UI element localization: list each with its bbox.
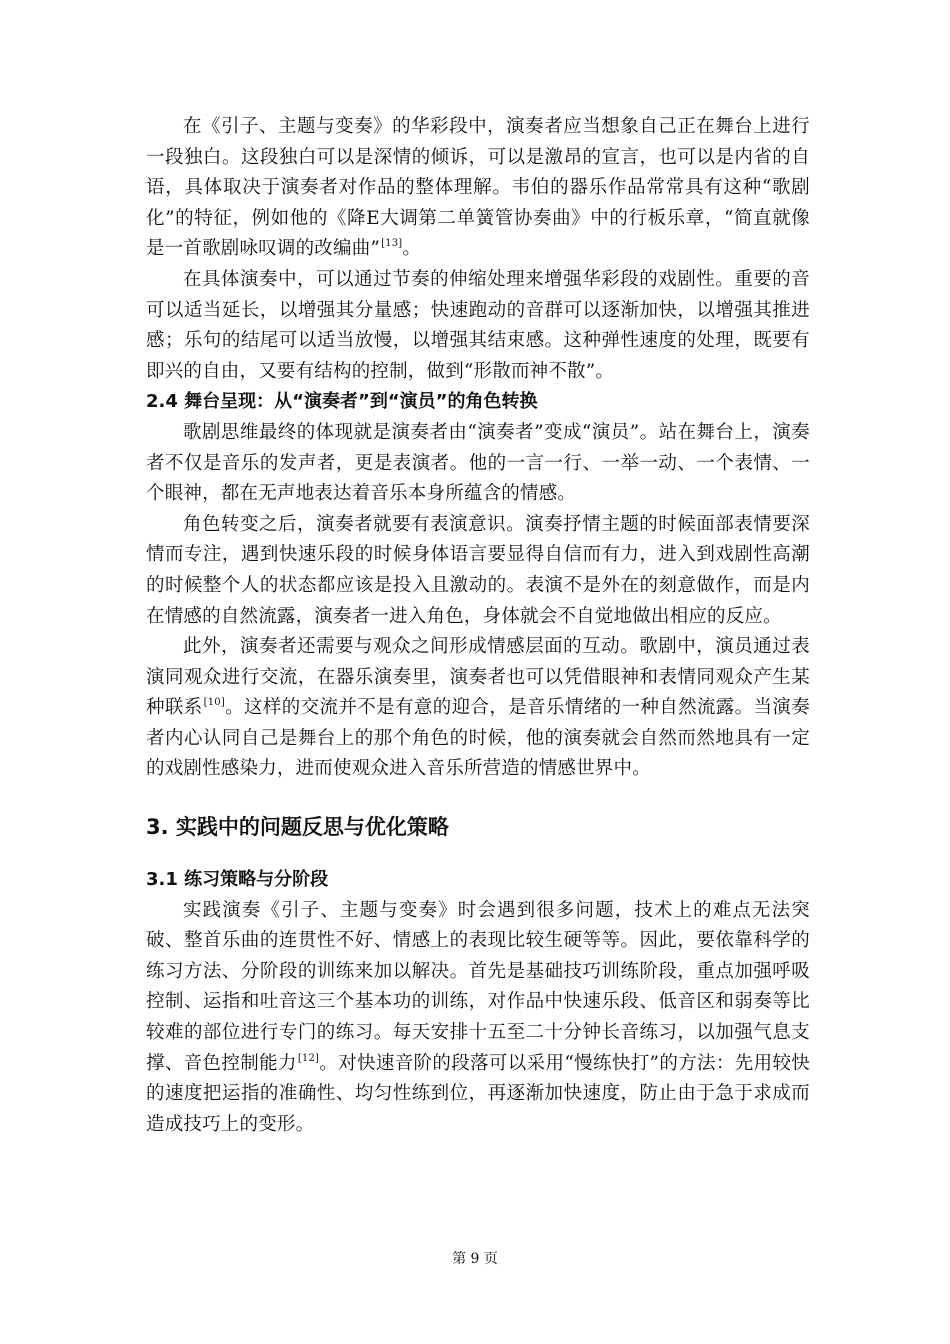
paragraph-cadenza-monologue [146, 112, 810, 265]
page-body [146, 112, 810, 1140]
paragraph-text: 此外，演奏者还需要与观众之间形成情感层面的互动。歌剧中，演员通过表演同观众进行交流，在器乐演奏里，演奏者也可以凭借眼神和表情同观众产生某种联系 [146, 636, 810, 719]
paragraph-text: 在《引子、主题与变奏》的华彩段中，演奏者应当想象自己正在舞台上进行一段独白。这段独白可以是深情的倾诉，可以是激昂的宣言，也可以是内省的自语，具体取决于演奏者对作品的整体理解。韦伯的器乐作品常常具有这种“歌剧化”的特征，例如他的《降E大调第二单簧管协奏曲》中的行板乐章，“简直就像是一首歌剧咏叹调的改编曲” [146, 116, 810, 260]
heading-2-4: 2.4 舞台呈现：从“演奏者”到“演员”的角色转换 [146, 391, 538, 413]
heading-3: 3. 实践中的问题反思与优化策略 [146, 815, 449, 840]
citation-12: [12] [297, 1052, 320, 1064]
paragraph-rubato: 在具体演奏中，可以通过节奏的伸缩处理来增强华彩段的戏剧性。重要的音可以适当延长，以增强其分量感；快速跑动的音群可以逐渐加快，以增强其推进感；乐句的结尾可以适当放慢，以增强其结束感。这种弹性速度的处理，既要有即兴的自由，又要有结构的控制，做到“形散而神不散”。 [146, 268, 810, 382]
paragraph-tail: 。 [402, 238, 422, 260]
citation-10: [10] [203, 697, 225, 709]
paragraph-audience-interaction [146, 632, 810, 785]
citation-13: [13] [381, 238, 403, 250]
paragraph-text: 实践演奏《引子、主题与变奏》时会遇到很多问题，技术上的难点无法突破、整首乐曲的连贯性不好、情感上的表现比较生硬等等。因此，要依靠科学的练习方法、分阶段的训练来加以解决。首先是基础技巧训练阶段，重点加强呼吸控制、运指和吐音这三个基本功的训练，对作品中快速乐段、低音区和弱奏等比较难的部位进行专门的练习。每天安排十五至二十分钟长音练习，以加强气息支撑、音色控制能力 [146, 899, 810, 1074]
paragraph-role-change: 角色转变之后，演奏者就要有表演意识。演奏抒情主题的时候面部表情要深情而专注，遇到快速乐段的时候身体语言要显得自信而有力，进入到戏剧性高潮的时候整个人的状态都应该是投入且激动的。表演不是外在的刻意做作，而是内在情感的自然流露，演奏者一进入角色，身体就会不自觉地做出相应的反应。 [146, 513, 810, 627]
heading-3-1: 3.1 练习策略与分阶段 [146, 869, 329, 891]
paragraph-opera-thinking: 歌剧思维最终的体现就是演奏者由“演奏者”变成“演员”。站在舞台上，演奏者不仅是音乐的发声者，更是表演者。他的一言一行、一举一动、一个表情、一个眼神，都在无声地表达着音乐本身所蕴含的情感。 [146, 421, 810, 505]
paragraph-practice-strategy [146, 896, 810, 1141]
paragraph-tail: 。对快速音阶的段落可以采用“慢练快打”的方法：先用较快的速度把运指的准确性、均匀性练到位，再逐渐加快速度，防止由于急于求成而造成技巧上的变形。 [146, 1052, 810, 1135]
page-number: 第 9 页 [452, 1251, 498, 1267]
paragraph-tail: 。这样的交流并不是有意的迎合，是音乐情绪的一种自然流露。当演奏者内心认同自己是舞台上的那个角色的时候，他的演奏就会自然而然地具有一定的戏剧性感染力，进而使观众进入音乐所营造的情感世界中。 [146, 697, 810, 780]
